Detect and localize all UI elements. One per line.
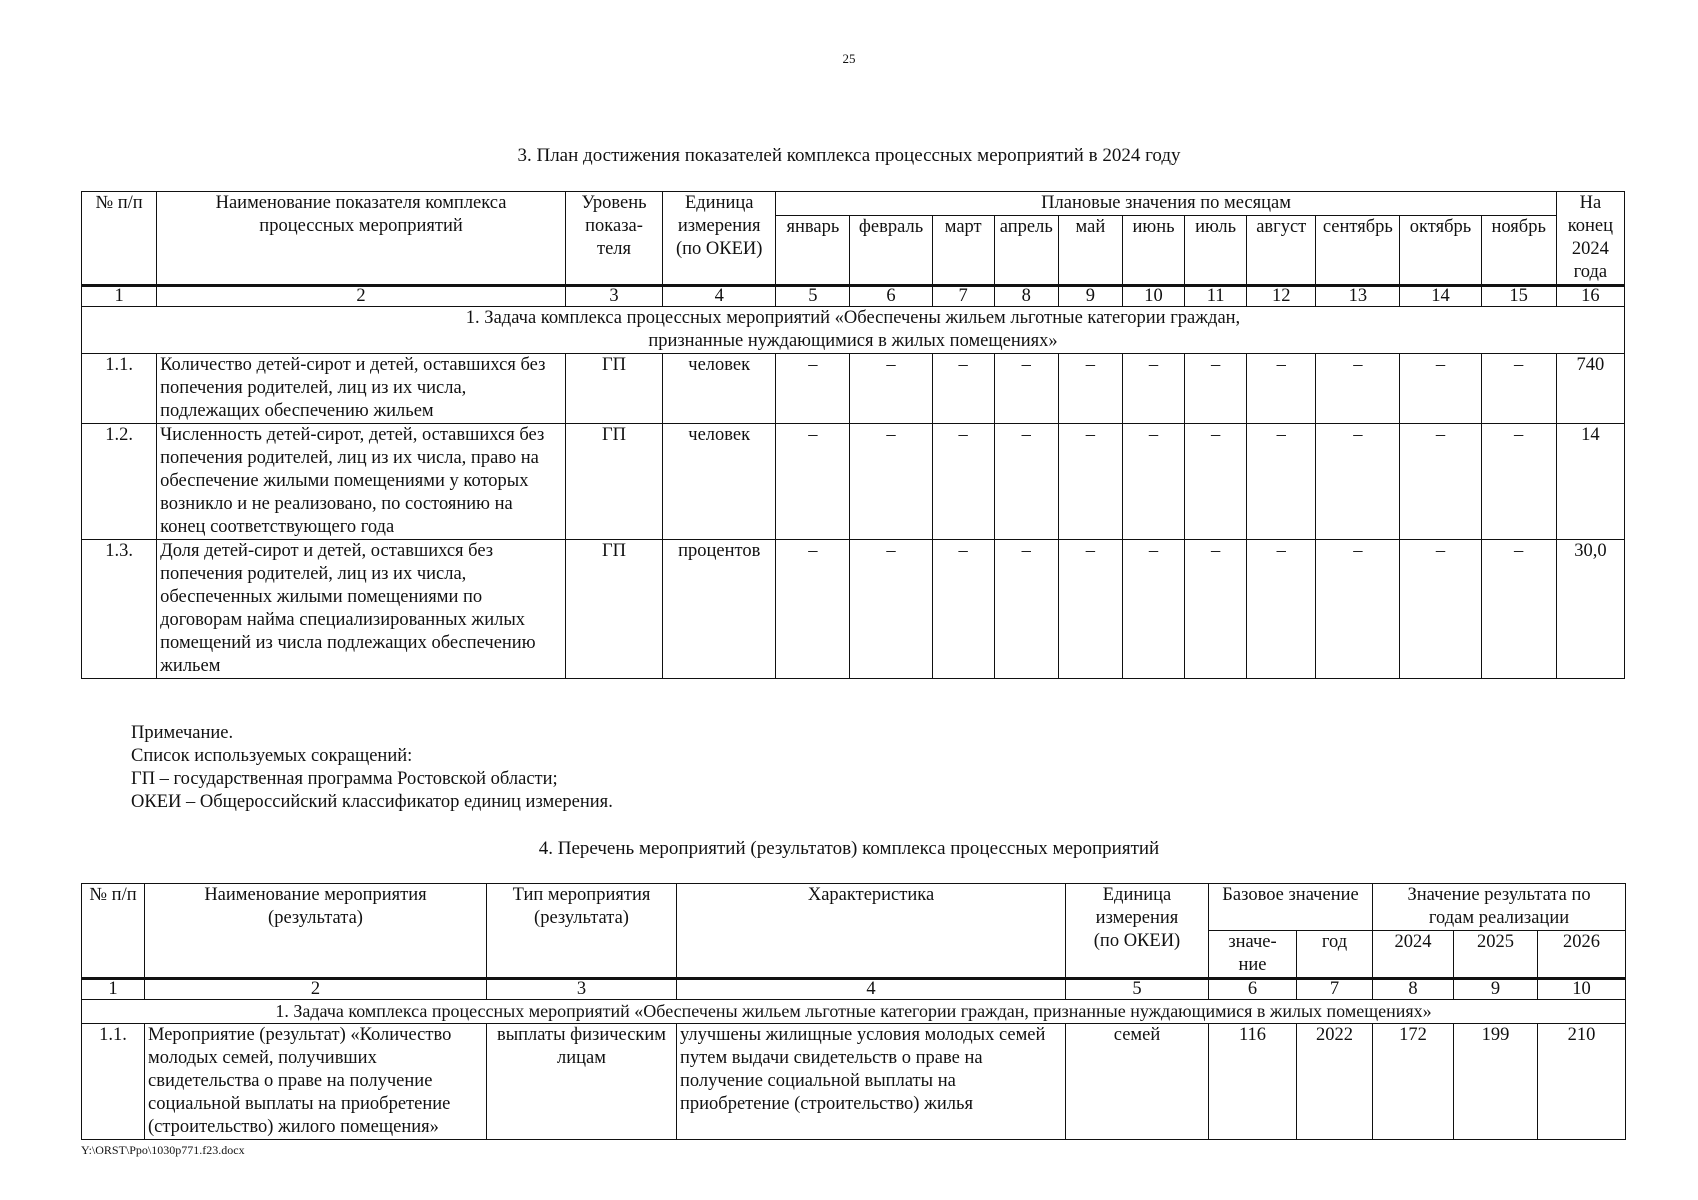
month-header: август [1247, 216, 1316, 286]
month-header: май [1058, 216, 1122, 286]
note-line: ГП – государственная программа Ростовской области; [131, 769, 558, 789]
row-name: Количество детей-сирот и детей, оставшихся без попечения родителей, лиц из их числа, подлежащих обеспечению жильем [157, 354, 566, 424]
note-block [131, 722, 613, 814]
row-value-2026: 210 [1538, 1024, 1626, 1140]
header-base-year: год [1297, 931, 1373, 979]
month-value: – [1058, 540, 1122, 679]
column-numbers-row [82, 979, 1626, 1000]
task-row [82, 307, 1625, 354]
month-value: – [776, 540, 850, 679]
row-value-2024: 172 [1373, 1024, 1454, 1140]
month-value: – [994, 424, 1058, 540]
note-title: Примечание. [131, 723, 234, 743]
header-num: № п/п [82, 192, 157, 286]
note-line: Список используемых сокращений: [131, 746, 413, 766]
col-number: 10 [1538, 979, 1626, 1000]
col-number: 4 [677, 979, 1066, 1000]
row-name: Доля детей-сирот и детей, оставшихся без попечения родителей, лиц из их числа, обеспеченных жилыми помещениями по договорам найма специализированных жилых помещений из числа подлежащих обеспечению жильем [157, 540, 566, 679]
month-header: март [932, 216, 994, 286]
row-level: ГП [565, 354, 662, 424]
col-number: 8 [1373, 979, 1454, 1000]
row-characteristic: улучшены жилищные условия молодых семей путем выдачи свидетельств о праве на получение социальной выплаты на приобретение (строительство) жилья [677, 1024, 1066, 1140]
month-value: – [1247, 424, 1316, 540]
month-value: – [1400, 354, 1481, 424]
header-base: Базовое значение [1209, 884, 1373, 931]
header-result: Значение результата по годам реализации [1373, 884, 1626, 931]
activities-table [81, 883, 1626, 1140]
header-year: 2024 [1373, 931, 1454, 979]
header-year: 2026 [1538, 931, 1626, 979]
row-end-value: 30,0 [1556, 540, 1624, 679]
row-num: 1.2. [82, 424, 157, 540]
month-header: ноябрь [1481, 216, 1556, 286]
task-text: 1. Задача комплекса процессных мероприятий «Обеспечены жильем льготные категории граждан, признанные нуждающимися в жилых помещениях» [82, 307, 1625, 354]
header-end: На конец 2024 года [1556, 192, 1624, 286]
row-end-value: 14 [1556, 424, 1624, 540]
row-name: Численность детей-сирот, детей, оставшихся без попечения родителей, лиц из их числа, право на обеспечение жилыми помещениями у которых возникло и не реализовано, по состоянию на конец соответствующего года [157, 424, 566, 540]
note-line: ОКЕИ – Общероссийский классификатор единиц измерения. [131, 792, 613, 812]
table-header-row [82, 884, 1626, 931]
header-name: Наименование мероприятия (результата) [145, 884, 487, 979]
row-num: 1.1. [82, 1024, 145, 1140]
col-number: 1 [82, 286, 157, 307]
row-end-value: 740 [1556, 354, 1624, 424]
month-value: – [1316, 354, 1400, 424]
month-header: октябрь [1400, 216, 1481, 286]
row-num: 1.3. [82, 540, 157, 679]
month-header: июнь [1122, 216, 1184, 286]
month-value: – [1316, 540, 1400, 679]
col-number: 9 [1454, 979, 1538, 1000]
row-unit: человек [663, 424, 776, 540]
col-number: 10 [1122, 286, 1184, 307]
table-header-row [82, 192, 1625, 216]
row-num: 1.1. [82, 354, 157, 424]
row-level: ГП [565, 540, 662, 679]
col-number: 15 [1481, 286, 1556, 307]
col-number: 12 [1247, 286, 1316, 307]
month-value: – [932, 354, 994, 424]
header-base-value: значе-ние [1209, 931, 1297, 979]
col-number: 1 [82, 979, 145, 1000]
col-number: 5 [776, 286, 850, 307]
header-level: Уровень показа-теля [565, 192, 662, 286]
col-number: 6 [850, 286, 932, 307]
row-unit: семей [1066, 1024, 1209, 1140]
col-number: 2 [145, 979, 487, 1000]
indicators-plan-table [81, 191, 1625, 679]
header-num: № п/п [82, 884, 145, 979]
month-value: – [1058, 354, 1122, 424]
table-row [82, 424, 1625, 540]
row-unit: процентов [663, 540, 776, 679]
month-value: – [776, 354, 850, 424]
month-header: июль [1185, 216, 1247, 286]
month-header: апрель [994, 216, 1058, 286]
table-row [82, 540, 1625, 679]
col-number: 2 [157, 286, 566, 307]
header-plan: Плановые значения по месяцам [776, 192, 1556, 216]
month-value: – [1122, 540, 1184, 679]
section4-title: 4. Перечень мероприятий (результатов) комплекса процессных мероприятий [538, 838, 1160, 859]
header-unit: Единица измерения (по ОКЕИ) [663, 192, 776, 286]
table-row [82, 354, 1625, 424]
header-characteristic: Характеристика [677, 884, 1066, 979]
month-value: – [1185, 540, 1247, 679]
month-value: – [1247, 354, 1316, 424]
month-value: – [1481, 424, 1556, 540]
row-value-2025: 199 [1454, 1024, 1538, 1140]
col-number: 4 [663, 286, 776, 307]
row-base-year: 2022 [1297, 1024, 1373, 1140]
month-header: январь [776, 216, 850, 286]
col-number: 3 [565, 286, 662, 307]
row-base-value: 116 [1209, 1024, 1297, 1140]
month-value: – [1247, 540, 1316, 679]
column-numbers-row [82, 286, 1625, 307]
row-name: Мероприятие (результат) «Количество молодых семей, получивших свидетельства о праве на получение социальной выплаты на приобретение (строительство) жилого помещения» [145, 1024, 487, 1140]
row-type: выплаты физическим лицам [487, 1024, 677, 1140]
header-unit: Единица измерения (по ОКЕИ) [1066, 884, 1209, 979]
col-number: 3 [487, 979, 677, 1000]
col-number: 5 [1066, 979, 1209, 1000]
month-value: – [1122, 354, 1184, 424]
col-number: 7 [932, 286, 994, 307]
task-text: 1. Задача комплекса процессных мероприятий «Обеспечены жильем льготные категории граждан, признанные нуждающимися в жилых помещениях» [82, 1000, 1626, 1024]
page-number: 25 [842, 51, 856, 66]
col-number: 14 [1400, 286, 1481, 307]
month-value: – [1316, 424, 1400, 540]
month-value: – [850, 540, 932, 679]
col-number: 13 [1316, 286, 1400, 307]
header-year: 2025 [1454, 931, 1538, 979]
row-unit: человек [663, 354, 776, 424]
month-value: – [1058, 424, 1122, 540]
col-number: 6 [1209, 979, 1297, 1000]
table-row [82, 1024, 1626, 1140]
month-value: – [932, 424, 994, 540]
header-name: Наименование показателя комплекса процессных мероприятий [157, 192, 566, 286]
month-value: – [850, 354, 932, 424]
section3-title: 3. План достижения показателей комплекса процессных мероприятий в 2024 году [517, 145, 1181, 166]
month-value: – [1481, 540, 1556, 679]
col-number: 9 [1058, 286, 1122, 307]
col-number: 7 [1297, 979, 1373, 1000]
file-path-footer: Y:\ORST\Ppo\1030p771.f23.docx [81, 1143, 245, 1157]
col-number: 11 [1185, 286, 1247, 307]
header-type: Тип мероприятия (результата) [487, 884, 677, 979]
row-level: ГП [565, 424, 662, 540]
task-row [82, 1000, 1626, 1024]
month-value: – [932, 540, 994, 679]
month-header: февраль [850, 216, 932, 286]
month-value: – [776, 424, 850, 540]
month-header: сентябрь [1316, 216, 1400, 286]
month-value: – [850, 424, 932, 540]
month-value: – [1185, 354, 1247, 424]
col-number: 8 [994, 286, 1058, 307]
month-value: – [1122, 424, 1184, 540]
month-value: – [1185, 424, 1247, 540]
month-value: – [1400, 540, 1481, 679]
month-value: – [1481, 354, 1556, 424]
month-value: – [994, 354, 1058, 424]
month-value: – [1400, 424, 1481, 540]
month-value: – [994, 540, 1058, 679]
col-number: 16 [1556, 286, 1624, 307]
